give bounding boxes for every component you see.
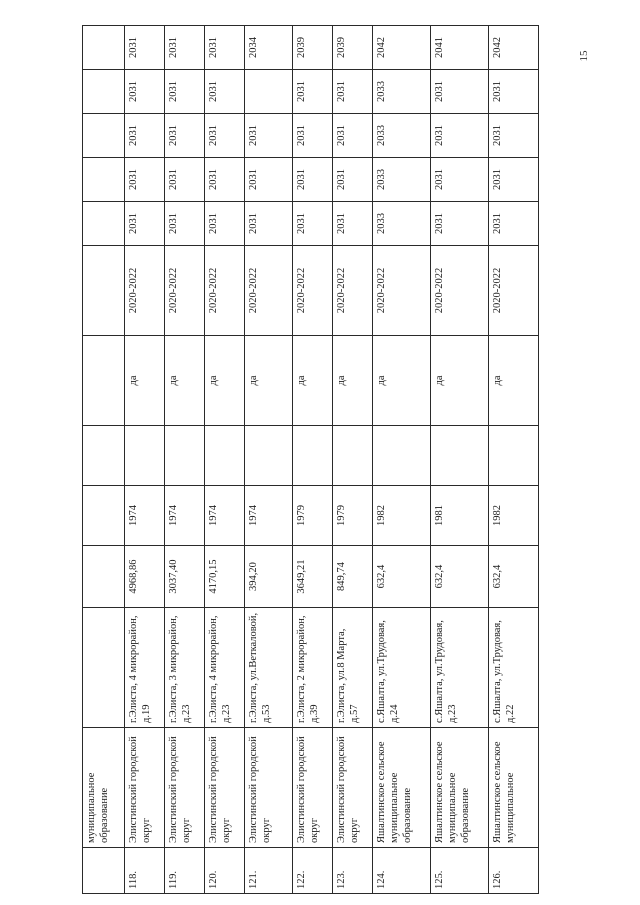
municipality-cell: Элистинский городской округ (245, 728, 293, 848)
empty-cell (165, 426, 205, 486)
flag-cell: да (125, 336, 165, 426)
year-cell: 1981 (431, 486, 489, 546)
address-cell: с.Яшалта, ул.Трудовая, д.22 (489, 608, 539, 728)
empty-cell (125, 426, 165, 486)
data-table (82, 25, 539, 894)
row-number-cell: 118. (125, 848, 165, 894)
area-cell: 632,4 (489, 546, 539, 608)
period-cell: 2020-2022 (293, 246, 333, 336)
municipality-cell: Элистинский городской округ (333, 728, 373, 848)
empty-cell (205, 426, 245, 486)
year-cell: 1979 (333, 486, 373, 546)
address-cell: с.Яшалта, ул.Трудовая, д.23 (431, 608, 489, 728)
year4-cell: 2031 (333, 70, 373, 114)
table-row (373, 26, 431, 894)
year-cell: 1974 (125, 486, 165, 546)
year-cell: 1982 (489, 486, 539, 546)
year4-cell: 2031 (431, 70, 489, 114)
year3-cell: 2031 (245, 114, 293, 158)
year4-cell: 2031 (293, 70, 333, 114)
year5-cell: 2031 (125, 26, 165, 70)
year1-cell: 2031 (205, 202, 245, 246)
municipality-cell: Элистинский городской округ (125, 728, 165, 848)
table-row (489, 26, 539, 894)
year4-cell: 2031 (165, 70, 205, 114)
empty-cell (431, 426, 489, 486)
table-row (165, 26, 205, 894)
empty-cell (373, 426, 431, 486)
year1-cell: 2031 (125, 202, 165, 246)
year2-cell: 2031 (165, 158, 205, 202)
address-cell: г.Элиста, 2 микрорайон, д.39 (293, 608, 333, 728)
year3-cell: 2031 (125, 114, 165, 158)
table-row (125, 26, 165, 894)
table-row (431, 26, 489, 894)
year5-cell: 2039 (293, 26, 333, 70)
empty-cell (333, 426, 373, 486)
table-row (245, 26, 293, 894)
row-number-cell: 126. (489, 848, 539, 894)
year4-cell: 2033 (373, 70, 431, 114)
year3-cell: 2031 (165, 114, 205, 158)
row-number-cell: 124. (373, 848, 431, 894)
flag-cell: да (245, 336, 293, 426)
year1-cell: 2031 (245, 202, 293, 246)
row-number-cell: 123. (333, 848, 373, 894)
period-cell: 2020-2022 (125, 246, 165, 336)
municipality-cell: Яшалтинское сельское муниципальное образование (373, 728, 431, 848)
year2-cell: 2031 (245, 158, 293, 202)
row-number-cell: 119. (165, 848, 205, 894)
year-cell: 1974 (205, 486, 245, 546)
area-cell: 3649,21 (293, 546, 333, 608)
address-cell: г.Элиста, 4 микрорайон, д.19 (125, 608, 165, 728)
table-row (293, 26, 333, 894)
period-cell: 2020-2022 (205, 246, 245, 336)
year5-cell: 2042 (373, 26, 431, 70)
year3-cell: 2031 (431, 114, 489, 158)
flag-cell: да (205, 336, 245, 426)
row-number-cell: 125. (431, 848, 489, 894)
address-cell: с.Яшалта, ул.Трудовая, д.24 (373, 608, 431, 728)
year1-cell: 2031 (489, 202, 539, 246)
table-row (333, 26, 373, 894)
flag-cell: да (489, 336, 539, 426)
municipality-cell: Элистинский городской округ (165, 728, 205, 848)
empty-cell (293, 426, 333, 486)
year1-cell: 2031 (165, 202, 205, 246)
year4-cell (245, 70, 293, 114)
rotated-table-container (82, 37, 562, 894)
year3-cell: 2031 (205, 114, 245, 158)
year4-cell: 2031 (125, 70, 165, 114)
flag-cell: да (373, 336, 431, 426)
row-number-cell: 121. (245, 848, 293, 894)
municipality-cell: Элистинский городской округ (205, 728, 245, 848)
period-cell: 2020-2022 (165, 246, 205, 336)
area-cell: 3037,40 (165, 546, 205, 608)
address-cell: г.Элиста, ул.8 Марта, д.57 (333, 608, 373, 728)
year4-cell: 2031 (489, 70, 539, 114)
year1-cell: 2031 (293, 202, 333, 246)
year-cell: 1979 (293, 486, 333, 546)
address-cell: г.Элиста, 4 микрорайон, д.23 (205, 608, 245, 728)
year3-cell: 2031 (489, 114, 539, 158)
municipality-cell: Яшалтинское сельское муниципальное (489, 728, 539, 848)
period-cell: 2020-2022 (245, 246, 293, 336)
year2-cell: 2031 (205, 158, 245, 202)
area-cell: 4968,86 (125, 546, 165, 608)
municipality-cell: Яшалтинское сельское муниципальное образование (431, 728, 489, 848)
flag-cell: да (333, 336, 373, 426)
year2-cell: 2033 (373, 158, 431, 202)
year2-cell: 2031 (333, 158, 373, 202)
period-cell: 2020-2022 (489, 246, 539, 336)
table-row-continuation (83, 26, 125, 894)
year3-cell: 2031 (293, 114, 333, 158)
year-cell: 1974 (165, 486, 205, 546)
year2-cell: 2031 (431, 158, 489, 202)
year5-cell: 2042 (489, 26, 539, 70)
page-number: 15 (578, 50, 590, 62)
area-cell: 394,20 (245, 546, 293, 608)
area-cell: 632,4 (373, 546, 431, 608)
flag-cell: да (165, 336, 205, 426)
year-cell: 1982 (373, 486, 431, 546)
year-cell: 1974 (245, 486, 293, 546)
year1-cell: 2031 (333, 202, 373, 246)
period-cell: 2020-2022 (373, 246, 431, 336)
municipality-cell: муниципальное образование (83, 728, 125, 848)
year1-cell: 2031 (431, 202, 489, 246)
year5-cell: 2041 (431, 26, 489, 70)
period-cell: 2020-2022 (333, 246, 373, 336)
row-number-cell: 122. (293, 848, 333, 894)
year5-cell: 2031 (205, 26, 245, 70)
area-cell: 849,74 (333, 546, 373, 608)
municipality-cell: Элистинский городской округ (293, 728, 333, 848)
row-number-cell: 120. (205, 848, 245, 894)
area-cell: 4170,15 (205, 546, 245, 608)
year2-cell: 2031 (125, 158, 165, 202)
address-cell: г.Элиста, 3 микрорайон, д.23 (165, 608, 205, 728)
year3-cell: 2033 (373, 114, 431, 158)
area-cell: 632,4 (431, 546, 489, 608)
empty-cell (489, 426, 539, 486)
year3-cell: 2031 (333, 114, 373, 158)
year5-cell: 2039 (333, 26, 373, 70)
year2-cell: 2031 (489, 158, 539, 202)
year4-cell: 2031 (205, 70, 245, 114)
year5-cell: 2034 (245, 26, 293, 70)
table-row (205, 26, 245, 894)
year5-cell: 2031 (165, 26, 205, 70)
address-cell: г.Элиста, ул.Веткаловой, д.53 (245, 608, 293, 728)
empty-cell (245, 426, 293, 486)
period-cell: 2020-2022 (431, 246, 489, 336)
flag-cell: да (431, 336, 489, 426)
year1-cell: 2033 (373, 202, 431, 246)
flag-cell: да (293, 336, 333, 426)
year2-cell: 2031 (293, 158, 333, 202)
